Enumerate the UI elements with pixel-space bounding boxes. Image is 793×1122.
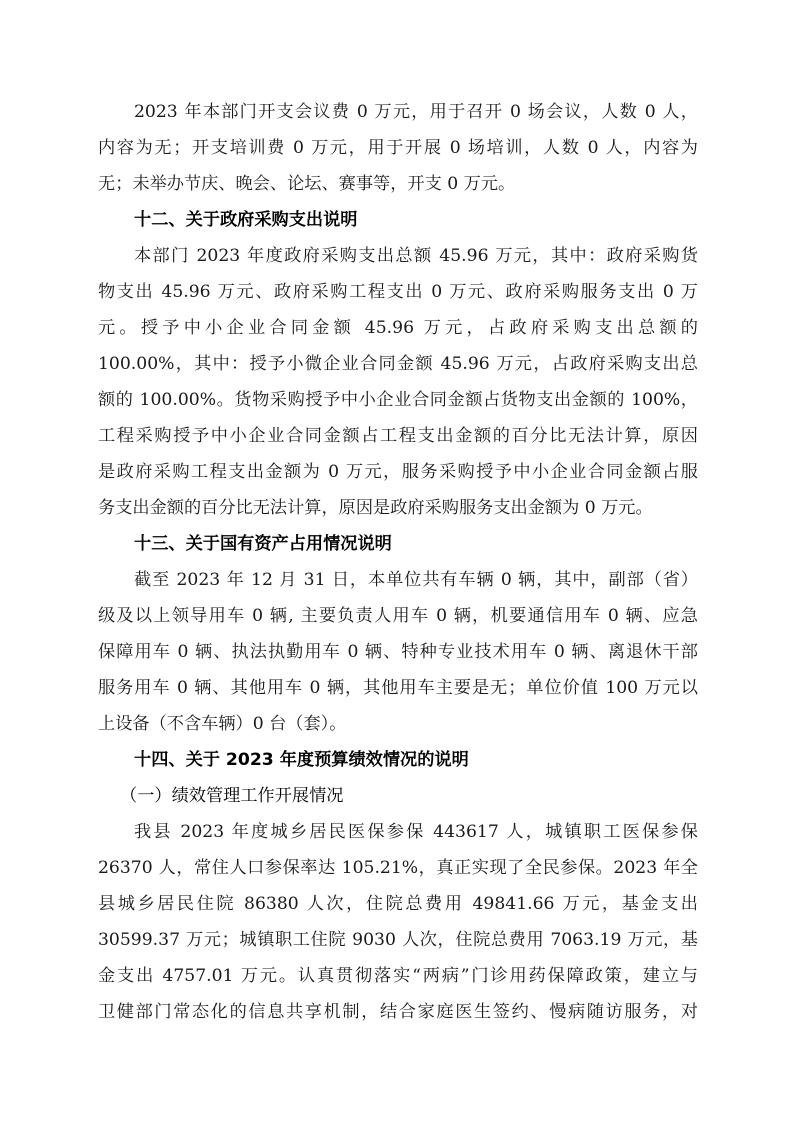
document-page	[98, 94, 698, 1030]
paragraph-line: 卫健部门常态化的信息共享机制，结合家庭医生签约、慢病随访服务，对	[98, 1002, 698, 1022]
paragraph-line: 县城乡居民住院 86380 人次，住院总费用 49841.66 万元，基金支出	[98, 894, 698, 914]
paragraph-line: 物支出 45.96 万元、政府采购工程支出 0 万元、政府采购服务支出 0 万	[98, 282, 698, 302]
paragraph-line: 无；未举办节庆、晚会、论坛、赛事等，开支 0 万元。	[98, 174, 516, 194]
paragraph-line: 截至 2023 年 12 月 31 日，本单位共有车辆 0 辆，其中，副部（省）	[134, 570, 698, 590]
section-heading-12: 十二、关于政府采购支出说明	[134, 210, 358, 230]
paragraph-line: 金支出 4757.01 万元。认真贯彻落实“两病”门诊用药保障政策，建立与	[98, 966, 698, 986]
paragraph-line: 务支出金额的百分比无法计算，原因是政府采购服务支出金额为 0 万元。	[98, 498, 653, 518]
paragraph-line: 内容为无；开支培训费 0 万元，用于开展 0 场培训，人数 0 人，内容为	[98, 138, 698, 158]
subsection-heading: （一）绩效管理工作开展情况	[120, 786, 344, 806]
paragraph-line: 我县 2023 年度城乡居民医保参保 443617 人，城镇职工医保参保	[134, 822, 698, 842]
section-heading-14: 十四、关于 2023 年度预算绩效情况的说明	[134, 750, 469, 770]
paragraph-line: 上设备（不含车辆）0 台（套）。	[98, 714, 347, 734]
paragraph-line: 服务用车 0 辆、其他用车 0 辆，其他用车主要是无；单位价值 100 万元以	[98, 678, 698, 698]
paragraph-line: 工程采购授予中小企业合同金额占工程支出金额的百分比无法计算，原因	[98, 426, 698, 446]
paragraph-line: 2023 年本部门开支会议费 0 万元，用于召开 0 场会议，人数 0 人，	[134, 102, 698, 122]
paragraph-line: 额的 100.00%。货物采购授予中小企业合同金额占货物支出金额的 100%，	[98, 390, 698, 410]
paragraph-line: 是政府采购工程支出金额为 0 万元，服务采购授予中小企业合同金额占服	[98, 462, 698, 482]
paragraph-line: 本部门 2023 年度政府采购支出总额 45.96 万元，其中：政府采购货	[134, 246, 698, 266]
paragraph-line: 100.00%，其中：授予小微企业合同金额 45.96 万元，占政府采购支出总	[98, 354, 698, 374]
paragraph-line: 保障用车 0 辆、执法执勤用车 0 辆、特种专业技术用车 0 辆、离退休干部	[98, 642, 698, 662]
section-heading-13: 十三、关于国有资产占用情况说明	[134, 534, 392, 554]
paragraph-line: 级及以上领导用车 0 辆, 主要负责人用车 0 辆，机要通信用车 0 辆、应急	[98, 606, 698, 626]
paragraph-line: 元。授予中小企业合同金额 45.96 万元，占政府采购支出总额的	[98, 318, 698, 338]
paragraph-line: 30599.37 万元；城镇职工住院 9030 人次，住院总费用 7063.19 万元，基	[98, 930, 698, 950]
paragraph-line: 26370 人，常住人口参保率达 105.21%，真正实现了全民参保。2023 年全	[98, 858, 698, 878]
